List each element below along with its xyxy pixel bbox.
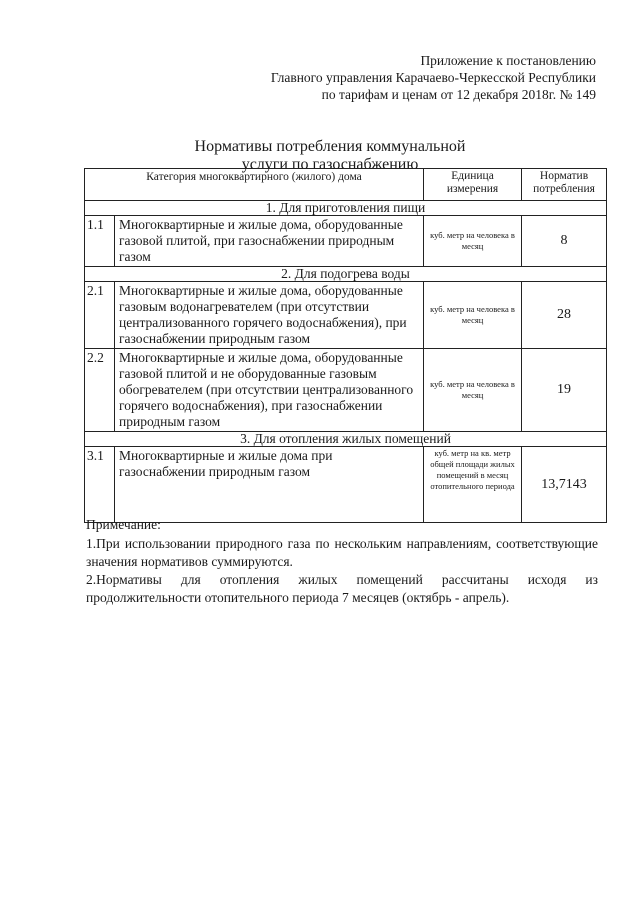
row-number: 2.1 [85, 282, 115, 349]
section-title: 2. Для подогрева воды [85, 267, 607, 282]
approval-line-3: по тарифам и ценам от 12 декабря 2018г. № 149 [321, 87, 596, 102]
table-row [85, 447, 607, 523]
section-row [85, 201, 607, 216]
section-row [85, 267, 607, 282]
norms-table [84, 168, 607, 523]
row-value: 19 [522, 349, 607, 432]
note-label: Примечание: [86, 517, 161, 532]
table-header-row [85, 169, 607, 201]
header-unit: Единица измерения [424, 169, 522, 201]
note-item-1: 1.При использовании природного газа по нескольким направлениям, соответствующие значения нормативов суммируются. [86, 536, 598, 569]
title-line-1: Нормативы потребления коммунальной [194, 138, 466, 155]
row-number: 3.1 [85, 447, 115, 523]
table-row [85, 216, 607, 267]
row-number: 1.1 [85, 216, 115, 267]
row-description: Многоквартирные и жилые дома, оборудованные газовой плитой и не оборудованные газовым обогревателем (при отсутствии централизованного горячего водоснабжения), при газоснабжении природным газом [115, 349, 424, 432]
approval-line-1: Приложение к постановлению [420, 53, 596, 68]
table-row [85, 349, 607, 432]
row-description: Многоквартирные и жилые дома, оборудованные газовой плитой, при газоснабжении природным газом [115, 216, 424, 267]
header-category: Категория многоквартирного (жилого) дома [85, 169, 424, 201]
row-value: 28 [522, 282, 607, 349]
row-value: 8 [522, 216, 607, 267]
row-unit: куб. метр на кв. метр общей площади жилых помещений в месяц отопительного периода [424, 447, 522, 523]
notes-block [86, 516, 598, 607]
row-number: 2.2 [85, 349, 115, 432]
header-norm: Норматив потребления [522, 169, 607, 201]
row-unit: куб. метр на человека в месяц [424, 349, 522, 432]
approval-block [236, 52, 596, 103]
row-value: 13,7143 [522, 447, 607, 523]
note-item-2: 2.Нормативы для отопления жилых помещений рассчитаны исходя из продолжительности отопительного периода 7 месяцев (октябрь - апрель). [86, 572, 598, 605]
section-title: 1. Для приготовления пищи [85, 201, 607, 216]
approval-line-2: Главного управления Карачаево-Черкесской Республики [270, 70, 596, 85]
section-title: 3. Для отопления жилых помещений [85, 432, 607, 447]
row-description: Многоквартирные и жилые дома при газоснабжении природным газом [115, 447, 424, 523]
row-unit: куб. метр на человека в месяц [424, 282, 522, 349]
title-line-2: услуги по газоснабжению [241, 156, 419, 173]
section-row [85, 432, 607, 447]
table-row [85, 282, 607, 349]
row-description: Многоквартирные и жилые дома, оборудованные газовым водонагревателем (при отсутствии централизованного горячего водоснабжения), при газоснабжении природным газом [115, 282, 424, 349]
row-unit: куб. метр на человека в месяц [424, 216, 522, 267]
